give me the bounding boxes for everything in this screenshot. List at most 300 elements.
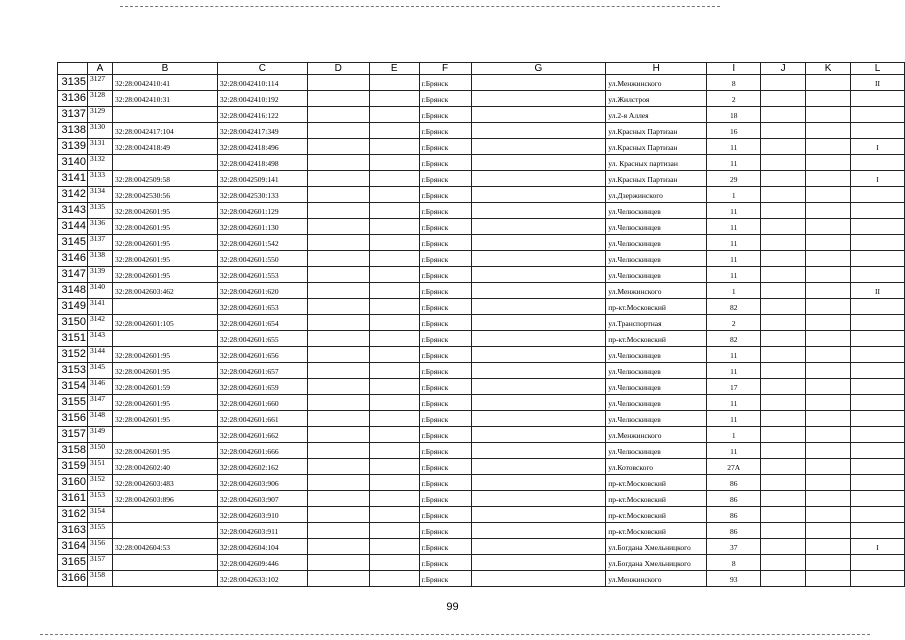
cell-a[interactable]: 3151 <box>87 459 112 475</box>
cell-i[interactable]: 93 <box>707 571 761 587</box>
cell-e[interactable] <box>369 315 419 331</box>
cell-b[interactable]: 32:28:0042601:95 <box>112 411 217 427</box>
cell-f[interactable]: г.Брянск <box>419 347 471 363</box>
cell-c[interactable]: 32:28:0042417:349 <box>217 123 307 139</box>
cell-a[interactable]: 3148 <box>87 411 112 427</box>
cell-i[interactable]: 1 <box>707 187 761 203</box>
column-header-b[interactable]: B <box>112 63 217 75</box>
cell-i[interactable]: 17 <box>707 379 761 395</box>
cell-k[interactable] <box>806 299 851 315</box>
cell-b[interactable] <box>112 299 217 315</box>
cell-a[interactable]: 3144 <box>87 347 112 363</box>
cell-d[interactable] <box>307 379 369 395</box>
cell-l[interactable] <box>851 235 905 251</box>
cell-b[interactable]: 32:28:0042604:53 <box>112 539 217 555</box>
cell-h[interactable]: ул.Транспортная <box>606 315 707 331</box>
cell-b[interactable]: 32:28:0042601:95 <box>112 203 217 219</box>
cell-e[interactable] <box>369 539 419 555</box>
cell-a[interactable]: 3128 <box>87 91 112 107</box>
cell-f[interactable]: г.Брянск <box>419 91 471 107</box>
cell-a[interactable]: 3145 <box>87 363 112 379</box>
cell-b[interactable]: 32:28:0042601:105 <box>112 315 217 331</box>
cell-k[interactable] <box>806 219 851 235</box>
cell-b[interactable] <box>112 427 217 443</box>
cell-e[interactable] <box>369 363 419 379</box>
cell-j[interactable] <box>761 395 806 411</box>
cell-d[interactable] <box>307 315 369 331</box>
cell-i[interactable]: 11 <box>707 363 761 379</box>
cell-j[interactable] <box>761 571 806 587</box>
cell-g[interactable] <box>471 411 606 427</box>
cell-l[interactable] <box>851 299 905 315</box>
cell-d[interactable] <box>307 395 369 411</box>
cell-i[interactable]: 11 <box>707 347 761 363</box>
cell-g[interactable] <box>471 427 606 443</box>
cell-a[interactable]: 3141 <box>87 299 112 315</box>
cell-b[interactable] <box>112 507 217 523</box>
cell-e[interactable] <box>369 459 419 475</box>
cell-c[interactable]: 32:28:0042601:661 <box>217 411 307 427</box>
cell-a[interactable]: 3133 <box>87 171 112 187</box>
cell-e[interactable] <box>369 571 419 587</box>
cell-g[interactable] <box>471 91 606 107</box>
cell-e[interactable] <box>369 379 419 395</box>
cell-g[interactable] <box>471 75 606 91</box>
cell-f[interactable]: г.Брянск <box>419 235 471 251</box>
row-number[interactable]: 3158 <box>58 443 88 459</box>
cell-e[interactable] <box>369 139 419 155</box>
cell-g[interactable] <box>471 523 606 539</box>
cell-k[interactable] <box>806 475 851 491</box>
cell-b[interactable] <box>112 523 217 539</box>
cell-h[interactable]: ул.Челюскинцев <box>606 203 707 219</box>
column-header-i[interactable]: I <box>707 63 761 75</box>
cell-b[interactable]: 32:28:0042530:56 <box>112 187 217 203</box>
cell-l[interactable] <box>851 331 905 347</box>
row-number[interactable]: 3163 <box>58 523 88 539</box>
cell-c[interactable]: 32:28:0042633:102 <box>217 571 307 587</box>
cell-d[interactable] <box>307 299 369 315</box>
cell-f[interactable]: г.Брянск <box>419 171 471 187</box>
cell-d[interactable] <box>307 91 369 107</box>
cell-d[interactable] <box>307 427 369 443</box>
cell-d[interactable] <box>307 123 369 139</box>
cell-l[interactable]: I <box>851 139 905 155</box>
cell-e[interactable] <box>369 395 419 411</box>
cell-i[interactable]: 11 <box>707 219 761 235</box>
cell-b[interactable]: 32:28:0042603:896 <box>112 491 217 507</box>
cell-a[interactable]: 3131 <box>87 139 112 155</box>
cell-e[interactable] <box>369 123 419 139</box>
cell-g[interactable] <box>471 379 606 395</box>
cell-g[interactable] <box>471 443 606 459</box>
cell-j[interactable] <box>761 155 806 171</box>
cell-l[interactable] <box>851 395 905 411</box>
cell-f[interactable]: г.Брянск <box>419 331 471 347</box>
cell-j[interactable] <box>761 235 806 251</box>
cell-a[interactable]: 3158 <box>87 571 112 587</box>
cell-l[interactable] <box>851 155 905 171</box>
cell-f[interactable]: г.Брянск <box>419 491 471 507</box>
cell-j[interactable] <box>761 491 806 507</box>
cell-l[interactable]: I <box>851 539 905 555</box>
row-number[interactable]: 3155 <box>58 395 88 411</box>
cell-f[interactable]: г.Брянск <box>419 123 471 139</box>
cell-i[interactable]: 11 <box>707 251 761 267</box>
cell-f[interactable]: г.Брянск <box>419 411 471 427</box>
cell-k[interactable] <box>806 523 851 539</box>
cell-l[interactable] <box>851 91 905 107</box>
cell-g[interactable] <box>471 491 606 507</box>
cell-g[interactable] <box>471 299 606 315</box>
row-number[interactable]: 3145 <box>58 235 88 251</box>
cell-g[interactable] <box>471 155 606 171</box>
column-header-d[interactable]: D <box>307 63 369 75</box>
cell-k[interactable] <box>806 555 851 571</box>
cell-i[interactable]: 8 <box>707 75 761 91</box>
cell-a[interactable]: 3136 <box>87 219 112 235</box>
cell-c[interactable]: 32:28:0042601:620 <box>217 283 307 299</box>
cell-f[interactable]: г.Брянск <box>419 139 471 155</box>
cell-l[interactable] <box>851 363 905 379</box>
row-number[interactable]: 3152 <box>58 347 88 363</box>
cell-e[interactable] <box>369 299 419 315</box>
cell-j[interactable] <box>761 363 806 379</box>
row-number[interactable]: 3135 <box>58 75 88 91</box>
cell-j[interactable] <box>761 91 806 107</box>
cell-c[interactable]: 32:28:0042601:659 <box>217 379 307 395</box>
cell-j[interactable] <box>761 283 806 299</box>
cell-l[interactable] <box>851 475 905 491</box>
cell-j[interactable] <box>761 347 806 363</box>
cell-e[interactable] <box>369 411 419 427</box>
column-header-g[interactable]: G <box>471 63 606 75</box>
cell-d[interactable] <box>307 331 369 347</box>
cell-a[interactable]: 3137 <box>87 235 112 251</box>
cell-e[interactable] <box>369 171 419 187</box>
cell-g[interactable] <box>471 507 606 523</box>
cell-g[interactable] <box>471 235 606 251</box>
row-number[interactable]: 3162 <box>58 507 88 523</box>
cell-j[interactable] <box>761 299 806 315</box>
cell-i[interactable]: 11 <box>707 203 761 219</box>
cell-e[interactable] <box>369 427 419 443</box>
cell-e[interactable] <box>369 235 419 251</box>
cell-g[interactable] <box>471 363 606 379</box>
cell-k[interactable] <box>806 347 851 363</box>
row-number[interactable]: 3150 <box>58 315 88 331</box>
cell-c[interactable]: 32:28:0042601:653 <box>217 299 307 315</box>
cell-k[interactable] <box>806 315 851 331</box>
cell-d[interactable] <box>307 203 369 219</box>
cell-l[interactable] <box>851 459 905 475</box>
cell-c[interactable]: 32:28:0042603:906 <box>217 475 307 491</box>
cell-e[interactable] <box>369 107 419 123</box>
cell-h[interactable]: ул.Красных Партизан <box>606 139 707 155</box>
cell-d[interactable] <box>307 235 369 251</box>
cell-l[interactable] <box>851 491 905 507</box>
cell-j[interactable] <box>761 171 806 187</box>
cell-e[interactable] <box>369 523 419 539</box>
cell-g[interactable] <box>471 347 606 363</box>
cell-a[interactable]: 3150 <box>87 443 112 459</box>
cell-h[interactable]: ул.Челюскинцев <box>606 363 707 379</box>
cell-h[interactable]: пр-кт.Московский <box>606 475 707 491</box>
cell-a[interactable]: 3149 <box>87 427 112 443</box>
column-header-k[interactable]: K <box>806 63 851 75</box>
cell-c[interactable]: 32:28:0042410:114 <box>217 75 307 91</box>
row-number[interactable]: 3154 <box>58 379 88 395</box>
cell-i[interactable]: 86 <box>707 507 761 523</box>
cell-c[interactable]: 32:28:0042601:130 <box>217 219 307 235</box>
cell-a[interactable]: 3156 <box>87 539 112 555</box>
cell-k[interactable] <box>806 283 851 299</box>
cell-a[interactable]: 3127 <box>87 75 112 91</box>
row-number[interactable]: 3136 <box>58 91 88 107</box>
cell-b[interactable]: 32:28:0042601:95 <box>112 267 217 283</box>
cell-i[interactable]: 11 <box>707 443 761 459</box>
cell-f[interactable]: г.Брянск <box>419 571 471 587</box>
cell-e[interactable] <box>369 219 419 235</box>
cell-k[interactable] <box>806 139 851 155</box>
cell-b[interactable]: 32:28:0042601:95 <box>112 347 217 363</box>
cell-h[interactable]: пр-кт.Московский <box>606 507 707 523</box>
cell-e[interactable] <box>369 491 419 507</box>
cell-k[interactable] <box>806 571 851 587</box>
cell-g[interactable] <box>471 171 606 187</box>
cell-b[interactable]: 32:28:0042601:95 <box>112 235 217 251</box>
cell-h[interactable]: ул.Челюскинцев <box>606 395 707 411</box>
cell-k[interactable] <box>806 123 851 139</box>
cell-i[interactable]: 27А <box>707 459 761 475</box>
cell-l[interactable] <box>851 523 905 539</box>
cell-d[interactable] <box>307 411 369 427</box>
column-header-a[interactable]: A <box>87 63 112 75</box>
cell-i[interactable]: 37 <box>707 539 761 555</box>
cell-c[interactable]: 32:28:0042601:662 <box>217 427 307 443</box>
row-number[interactable]: 3166 <box>58 571 88 587</box>
cell-f[interactable]: г.Брянск <box>419 315 471 331</box>
cell-c[interactable]: 32:28:0042418:498 <box>217 155 307 171</box>
row-number[interactable]: 3143 <box>58 203 88 219</box>
cell-h[interactable]: ул.Менжинского <box>606 75 707 91</box>
cell-d[interactable] <box>307 459 369 475</box>
cell-d[interactable] <box>307 187 369 203</box>
cell-b[interactable] <box>112 155 217 171</box>
cell-a[interactable]: 3140 <box>87 283 112 299</box>
cell-l[interactable] <box>851 347 905 363</box>
cell-k[interactable] <box>806 427 851 443</box>
row-number[interactable]: 3161 <box>58 491 88 507</box>
cell-c[interactable]: 32:28:0042603:907 <box>217 491 307 507</box>
cell-g[interactable] <box>471 251 606 267</box>
cell-i[interactable]: 11 <box>707 235 761 251</box>
cell-j[interactable] <box>761 123 806 139</box>
cell-h[interactable]: ул. Красных партизан <box>606 155 707 171</box>
cell-g[interactable] <box>471 107 606 123</box>
cell-f[interactable]: г.Брянск <box>419 219 471 235</box>
cell-a[interactable]: 3142 <box>87 315 112 331</box>
column-header-j[interactable]: J <box>761 63 806 75</box>
cell-e[interactable] <box>369 475 419 491</box>
cell-a[interactable]: 3147 <box>87 395 112 411</box>
cell-j[interactable] <box>761 427 806 443</box>
cell-b[interactable]: 32:28:0042602:40 <box>112 459 217 475</box>
row-number[interactable]: 3140 <box>58 155 88 171</box>
cell-k[interactable] <box>806 539 851 555</box>
cell-j[interactable] <box>761 523 806 539</box>
cell-h[interactable]: ул.2-я Аллея <box>606 107 707 123</box>
cell-f[interactable]: г.Брянск <box>419 299 471 315</box>
cell-i[interactable]: 86 <box>707 491 761 507</box>
column-header-e[interactable]: E <box>369 63 419 75</box>
row-number[interactable]: 3149 <box>58 299 88 315</box>
cell-a[interactable]: 3134 <box>87 187 112 203</box>
cell-d[interactable] <box>307 507 369 523</box>
cell-f[interactable]: г.Брянск <box>419 459 471 475</box>
cell-c[interactable]: 32:28:0042601:654 <box>217 315 307 331</box>
cell-l[interactable] <box>851 123 905 139</box>
cell-i[interactable]: 86 <box>707 475 761 491</box>
cell-h[interactable]: ул.Красных Партизан <box>606 171 707 187</box>
cell-g[interactable] <box>471 459 606 475</box>
row-number[interactable]: 3142 <box>58 187 88 203</box>
cell-g[interactable] <box>471 539 606 555</box>
row-number[interactable]: 3144 <box>58 219 88 235</box>
cell-k[interactable] <box>806 203 851 219</box>
cell-a[interactable]: 3132 <box>87 155 112 171</box>
cell-f[interactable]: г.Брянск <box>419 427 471 443</box>
cell-b[interactable]: 32:28:0042601:95 <box>112 443 217 459</box>
cell-k[interactable] <box>806 171 851 187</box>
cell-e[interactable] <box>369 507 419 523</box>
cell-i[interactable]: 86 <box>707 523 761 539</box>
cell-b[interactable]: 32:28:0042601:95 <box>112 251 217 267</box>
cell-h[interactable]: ул.Челюскинцев <box>606 251 707 267</box>
cell-e[interactable] <box>369 443 419 459</box>
cell-f[interactable]: г.Брянск <box>419 267 471 283</box>
row-number[interactable]: 3141 <box>58 171 88 187</box>
cell-c[interactable]: 32:28:0042601:542 <box>217 235 307 251</box>
cell-l[interactable] <box>851 315 905 331</box>
cell-l[interactable] <box>851 267 905 283</box>
cell-b[interactable]: 32:28:0042601:95 <box>112 363 217 379</box>
cell-k[interactable] <box>806 187 851 203</box>
cell-c[interactable]: 32:28:0042601:129 <box>217 203 307 219</box>
cell-d[interactable] <box>307 539 369 555</box>
cell-h[interactable]: ул.Челюскинцев <box>606 411 707 427</box>
cell-j[interactable] <box>761 251 806 267</box>
cell-i[interactable]: 82 <box>707 299 761 315</box>
cell-c[interactable]: 32:28:0042410:192 <box>217 91 307 107</box>
cell-e[interactable] <box>369 267 419 283</box>
cell-c[interactable]: 32:28:0042509:141 <box>217 171 307 187</box>
cell-j[interactable] <box>761 539 806 555</box>
cell-f[interactable]: г.Брянск <box>419 523 471 539</box>
cell-f[interactable]: г.Брянск <box>419 155 471 171</box>
cell-g[interactable] <box>471 395 606 411</box>
row-number[interactable]: 3146 <box>58 251 88 267</box>
cell-d[interactable] <box>307 475 369 491</box>
cell-j[interactable] <box>761 507 806 523</box>
cell-k[interactable] <box>806 107 851 123</box>
cell-a[interactable]: 3157 <box>87 555 112 571</box>
cell-c[interactable]: 32:28:0042601:553 <box>217 267 307 283</box>
cell-g[interactable] <box>471 571 606 587</box>
cell-l[interactable] <box>851 203 905 219</box>
cell-h[interactable]: ул.Челюскинцев <box>606 443 707 459</box>
cell-l[interactable] <box>851 251 905 267</box>
cell-b[interactable]: 32:28:0042418:49 <box>112 139 217 155</box>
cell-d[interactable] <box>307 571 369 587</box>
cell-f[interactable]: г.Брянск <box>419 363 471 379</box>
column-header-c[interactable]: C <box>217 63 307 75</box>
cell-d[interactable] <box>307 219 369 235</box>
cell-d[interactable] <box>307 555 369 571</box>
cell-f[interactable]: г.Брянск <box>419 283 471 299</box>
cell-i[interactable]: 2 <box>707 91 761 107</box>
cell-c[interactable]: 32:28:0042604:104 <box>217 539 307 555</box>
cell-l[interactable] <box>851 507 905 523</box>
cell-j[interactable] <box>761 443 806 459</box>
cell-g[interactable] <box>471 331 606 347</box>
cell-f[interactable]: г.Брянск <box>419 187 471 203</box>
cell-d[interactable] <box>307 107 369 123</box>
column-header-f[interactable]: F <box>419 63 471 75</box>
cell-i[interactable]: 8 <box>707 555 761 571</box>
cell-f[interactable]: г.Брянск <box>419 443 471 459</box>
cell-l[interactable] <box>851 107 905 123</box>
cell-l[interactable] <box>851 187 905 203</box>
cell-e[interactable] <box>369 347 419 363</box>
cell-b[interactable]: 32:28:0042601:95 <box>112 395 217 411</box>
cell-j[interactable] <box>761 315 806 331</box>
cell-j[interactable] <box>761 267 806 283</box>
cell-h[interactable]: ул.Богдана Хмельницкого <box>606 555 707 571</box>
row-number[interactable]: 3156 <box>58 411 88 427</box>
cell-k[interactable] <box>806 379 851 395</box>
cell-d[interactable] <box>307 523 369 539</box>
cell-j[interactable] <box>761 459 806 475</box>
cell-i[interactable]: 11 <box>707 411 761 427</box>
cell-i[interactable]: 29 <box>707 171 761 187</box>
cell-i[interactable]: 11 <box>707 139 761 155</box>
cell-i[interactable]: 18 <box>707 107 761 123</box>
cell-g[interactable] <box>471 475 606 491</box>
cell-k[interactable] <box>806 251 851 267</box>
cell-e[interactable] <box>369 75 419 91</box>
cell-c[interactable]: 32:28:0042601:656 <box>217 347 307 363</box>
cell-c[interactable]: 32:28:0042603:911 <box>217 523 307 539</box>
row-number[interactable]: 3139 <box>58 139 88 155</box>
cell-l[interactable] <box>851 219 905 235</box>
cell-l[interactable] <box>851 379 905 395</box>
cell-j[interactable] <box>761 379 806 395</box>
cell-c[interactable]: 32:28:0042416:122 <box>217 107 307 123</box>
cell-k[interactable] <box>806 267 851 283</box>
cell-b[interactable]: 32:28:0042417:104 <box>112 123 217 139</box>
cell-f[interactable]: г.Брянск <box>419 203 471 219</box>
cell-d[interactable] <box>307 347 369 363</box>
cell-h[interactable]: ул.Дзержинского <box>606 187 707 203</box>
cell-j[interactable] <box>761 139 806 155</box>
cell-l[interactable]: I <box>851 171 905 187</box>
cell-k[interactable] <box>806 235 851 251</box>
cell-h[interactable]: ул.Менжинского <box>606 283 707 299</box>
corner-header[interactable] <box>58 63 88 75</box>
row-number[interactable]: 3157 <box>58 427 88 443</box>
cell-e[interactable] <box>369 155 419 171</box>
